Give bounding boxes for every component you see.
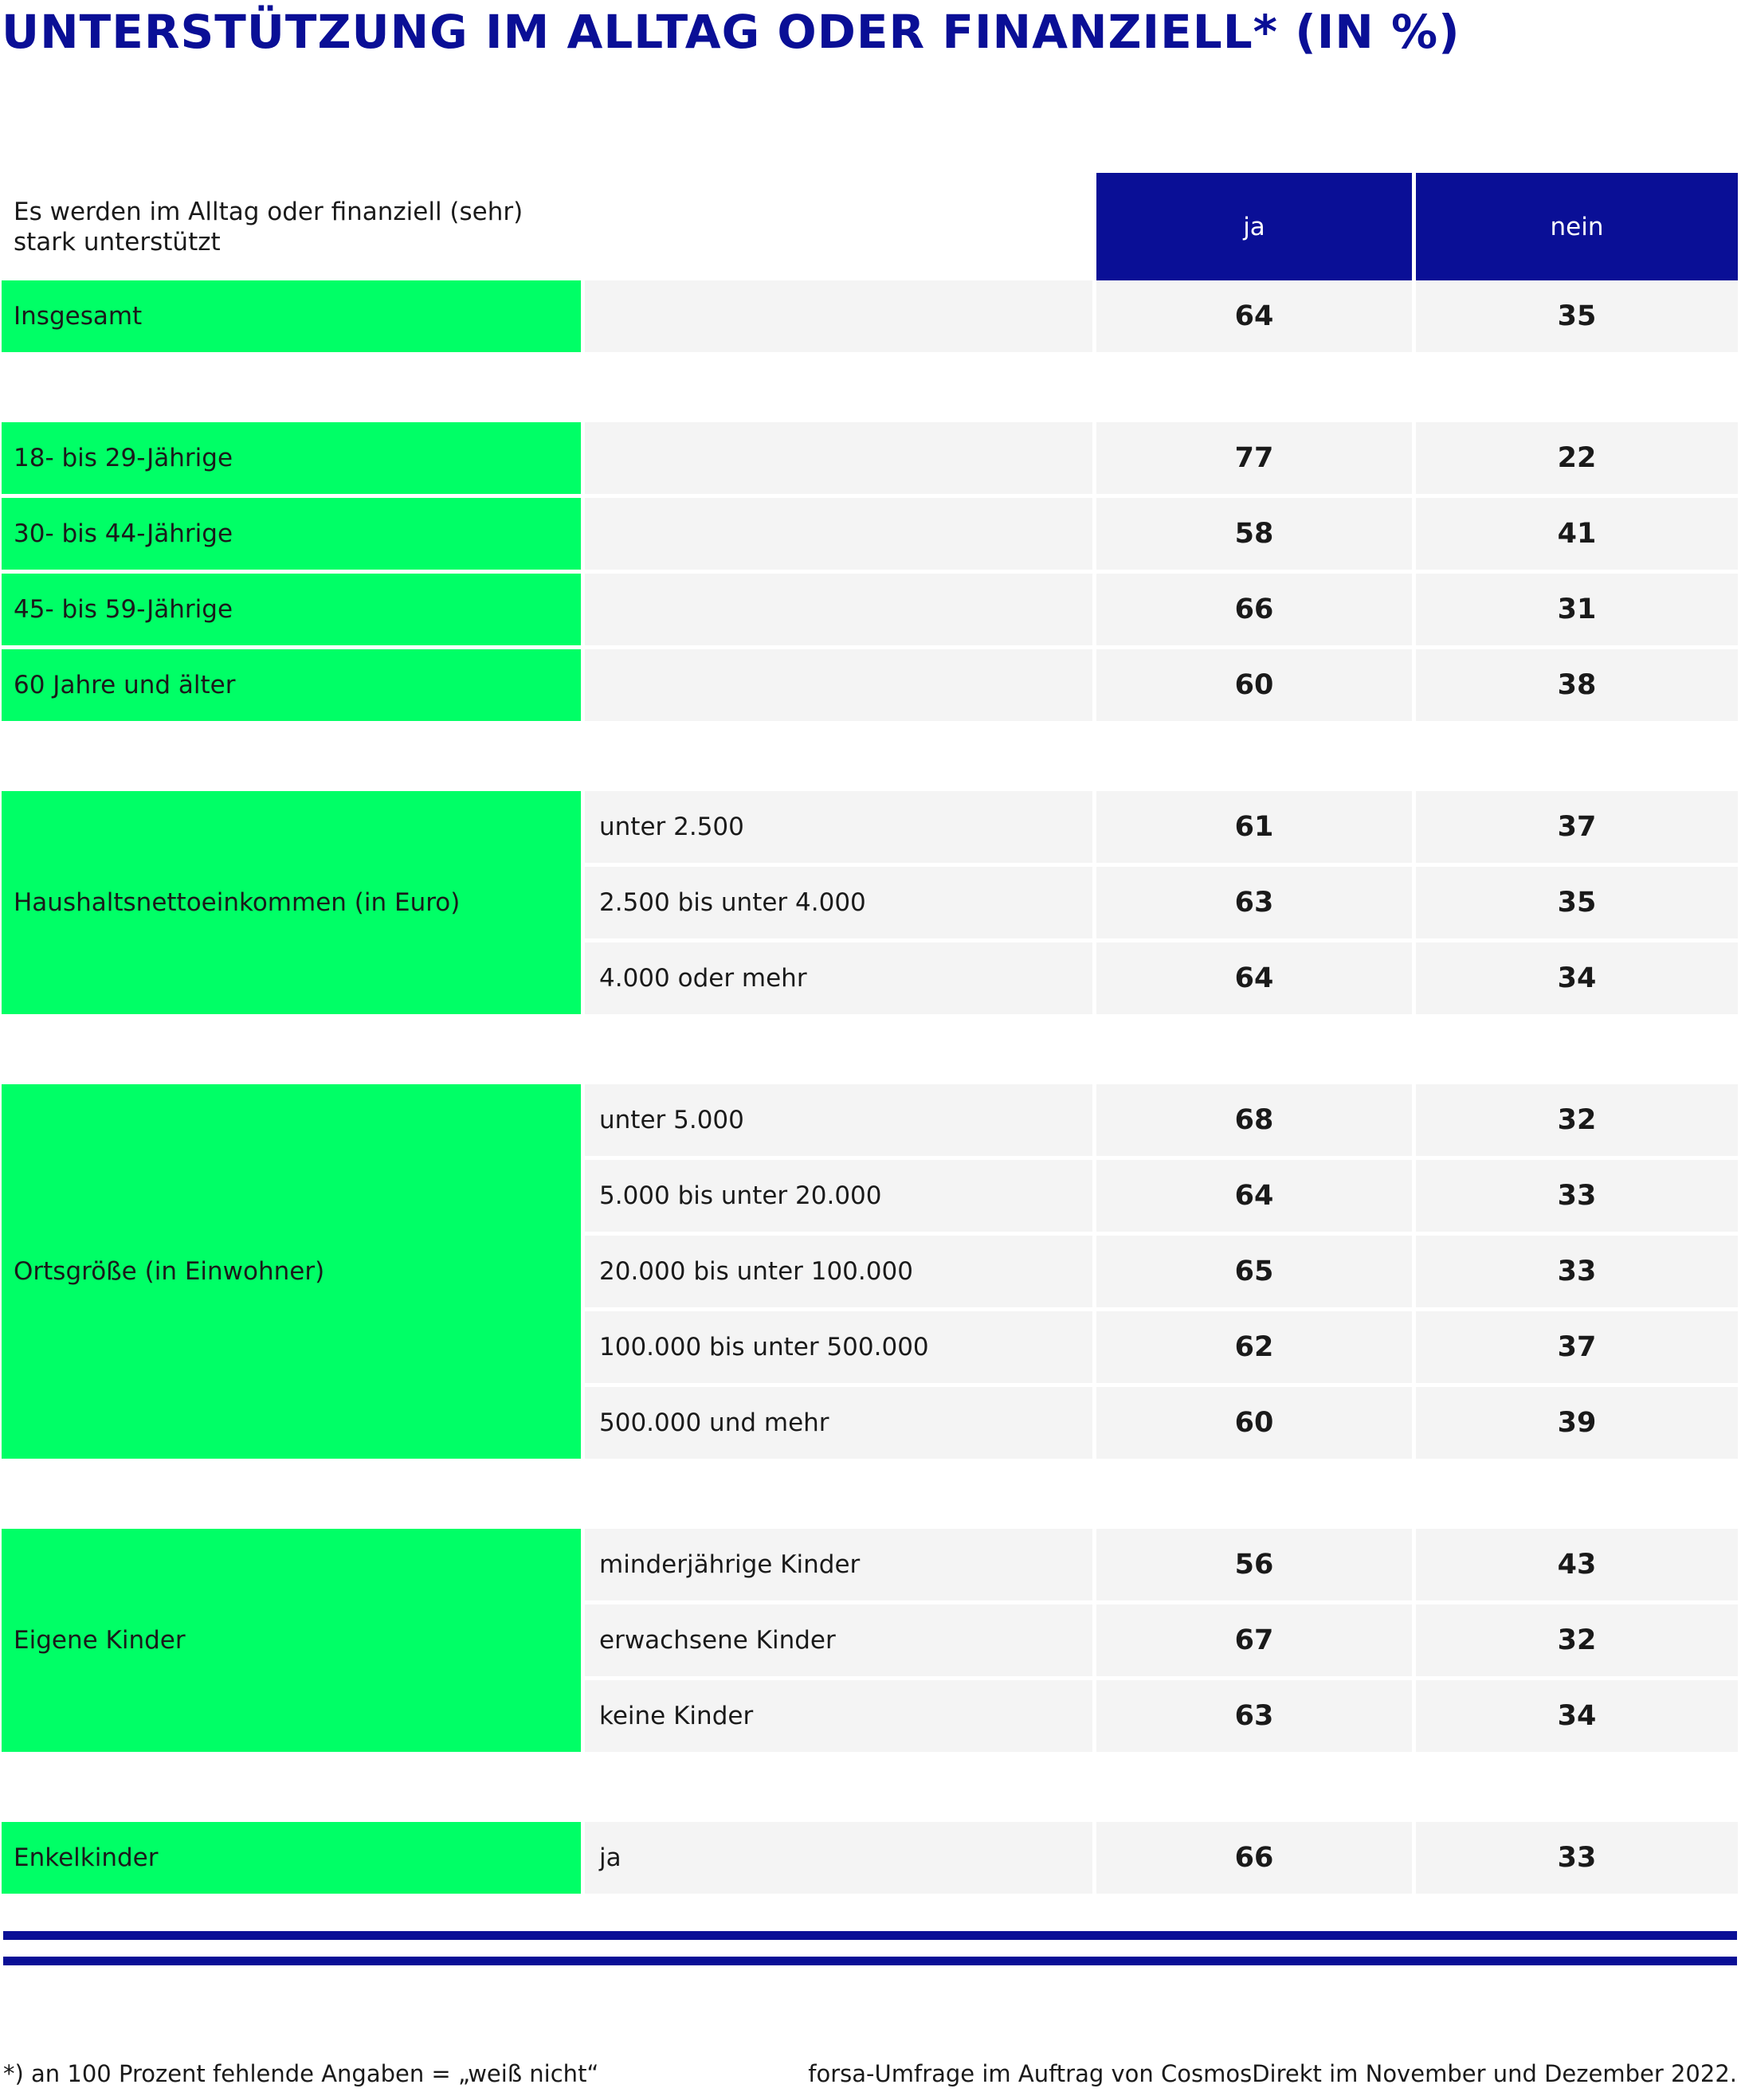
- value-ja: 58: [1096, 498, 1412, 570]
- value-ja: 61: [1096, 791, 1412, 863]
- column-header-ja: ja: [1096, 173, 1412, 280]
- results-table: [2, 173, 1739, 1894]
- value-nein: 37: [1416, 1311, 1738, 1383]
- value-ja: 62: [1096, 1311, 1412, 1383]
- subgroup-label: keine Kinder: [585, 1680, 1092, 1752]
- subgroup-label: 4.000 oder mehr: [585, 942, 1092, 1014]
- group-label: 60 Jahre und älter: [2, 649, 581, 721]
- subgroup-label: [585, 422, 1092, 494]
- group-label: 45- bis 59-Jährige: [2, 574, 581, 645]
- value-ja: 63: [1096, 867, 1412, 938]
- subgroup-label: unter 5.000: [585, 1084, 1092, 1156]
- group-spacer: [2, 1459, 1738, 1529]
- value-ja: 68: [1096, 1084, 1412, 1156]
- value-nein: 22: [1416, 422, 1738, 494]
- value-ja: 60: [1096, 649, 1412, 721]
- value-ja: 67: [1096, 1604, 1412, 1676]
- value-nein: 34: [1416, 942, 1738, 1014]
- group-spacer: [2, 1752, 1738, 1822]
- table-question: [2, 173, 1092, 280]
- value-ja: 60: [1096, 1387, 1412, 1459]
- group-label: 18- bis 29-Jährige: [2, 422, 581, 494]
- value-ja: 64: [1096, 1160, 1412, 1232]
- value-nein: 33: [1416, 1236, 1738, 1307]
- value-nein: 35: [1416, 867, 1738, 938]
- value-ja: 64: [1096, 280, 1412, 352]
- subgroup-label: 2.500 bis unter 4.000: [585, 867, 1092, 938]
- group-label: Insgesamt: [2, 280, 581, 352]
- subgroup-label: 500.000 und mehr: [585, 1387, 1092, 1459]
- value-nein: 33: [1416, 1160, 1738, 1232]
- divider-rule-top: [3, 1931, 1737, 1940]
- subgroup-label: [585, 498, 1092, 570]
- value-nein: 38: [1416, 649, 1738, 721]
- subgroup-label: 5.000 bis unter 20.000: [585, 1160, 1092, 1232]
- value-nein: 33: [1416, 1822, 1738, 1894]
- divider-rule-bottom: [3, 1957, 1737, 1965]
- value-nein: 43: [1416, 1529, 1738, 1600]
- value-nein: 32: [1416, 1604, 1738, 1676]
- subgroup-label: erwachsene Kinder: [585, 1604, 1092, 1676]
- column-header-nein: nein: [1416, 173, 1738, 280]
- value-nein: 37: [1416, 791, 1738, 863]
- group-label: Enkelkinder: [2, 1822, 581, 1894]
- table-question-text: Es werden im Alltag oder finanziell (sehr) stark unterstützt: [14, 197, 523, 257]
- group-label: Eigene Kinder: [2, 1529, 581, 1752]
- value-nein: 41: [1416, 498, 1738, 570]
- group-spacer: [2, 721, 1738, 791]
- value-nein: 34: [1416, 1680, 1738, 1752]
- group-label: Haushaltsnettoeinkommen (in Euro): [2, 791, 581, 1014]
- value-ja: 66: [1096, 574, 1412, 645]
- group-spacer: [2, 1014, 1738, 1084]
- value-nein: 32: [1416, 1084, 1738, 1156]
- subgroup-label: unter 2.500: [585, 791, 1092, 863]
- value-nein: 39: [1416, 1387, 1738, 1459]
- footnote: *) an 100 Prozent fehlende Angaben = „weiß nicht“: [3, 2060, 599, 2087]
- value-ja: 66: [1096, 1822, 1412, 1894]
- group-label: 30- bis 44-Jährige: [2, 498, 581, 570]
- subgroup-label: 20.000 bis unter 100.000: [585, 1236, 1092, 1307]
- value-ja: 65: [1096, 1236, 1412, 1307]
- subgroup-label: ja: [585, 1822, 1092, 1894]
- value-nein: 31: [1416, 574, 1738, 645]
- group-label: Ortsgröße (in Einwohner): [2, 1084, 581, 1459]
- subgroup-label: [585, 280, 1092, 352]
- subgroup-label: 100.000 bis unter 500.000: [585, 1311, 1092, 1383]
- value-ja: 63: [1096, 1680, 1412, 1752]
- value-nein: 35: [1416, 280, 1738, 352]
- subgroup-label: minderjährige Kinder: [585, 1529, 1092, 1600]
- subgroup-label: [585, 649, 1092, 721]
- value-ja: 56: [1096, 1529, 1412, 1600]
- group-spacer: [2, 352, 1738, 422]
- page-title: UNTERSTÜTZUNG IM ALLTAG ODER FINANZIELL* (IN %): [2, 5, 1461, 59]
- value-ja: 64: [1096, 942, 1412, 1014]
- subgroup-label: [585, 574, 1092, 645]
- value-ja: 77: [1096, 422, 1412, 494]
- source-note: forsa-Umfrage im Auftrag von CosmosDirekt im November und Dezember 2022.: [808, 2060, 1737, 2087]
